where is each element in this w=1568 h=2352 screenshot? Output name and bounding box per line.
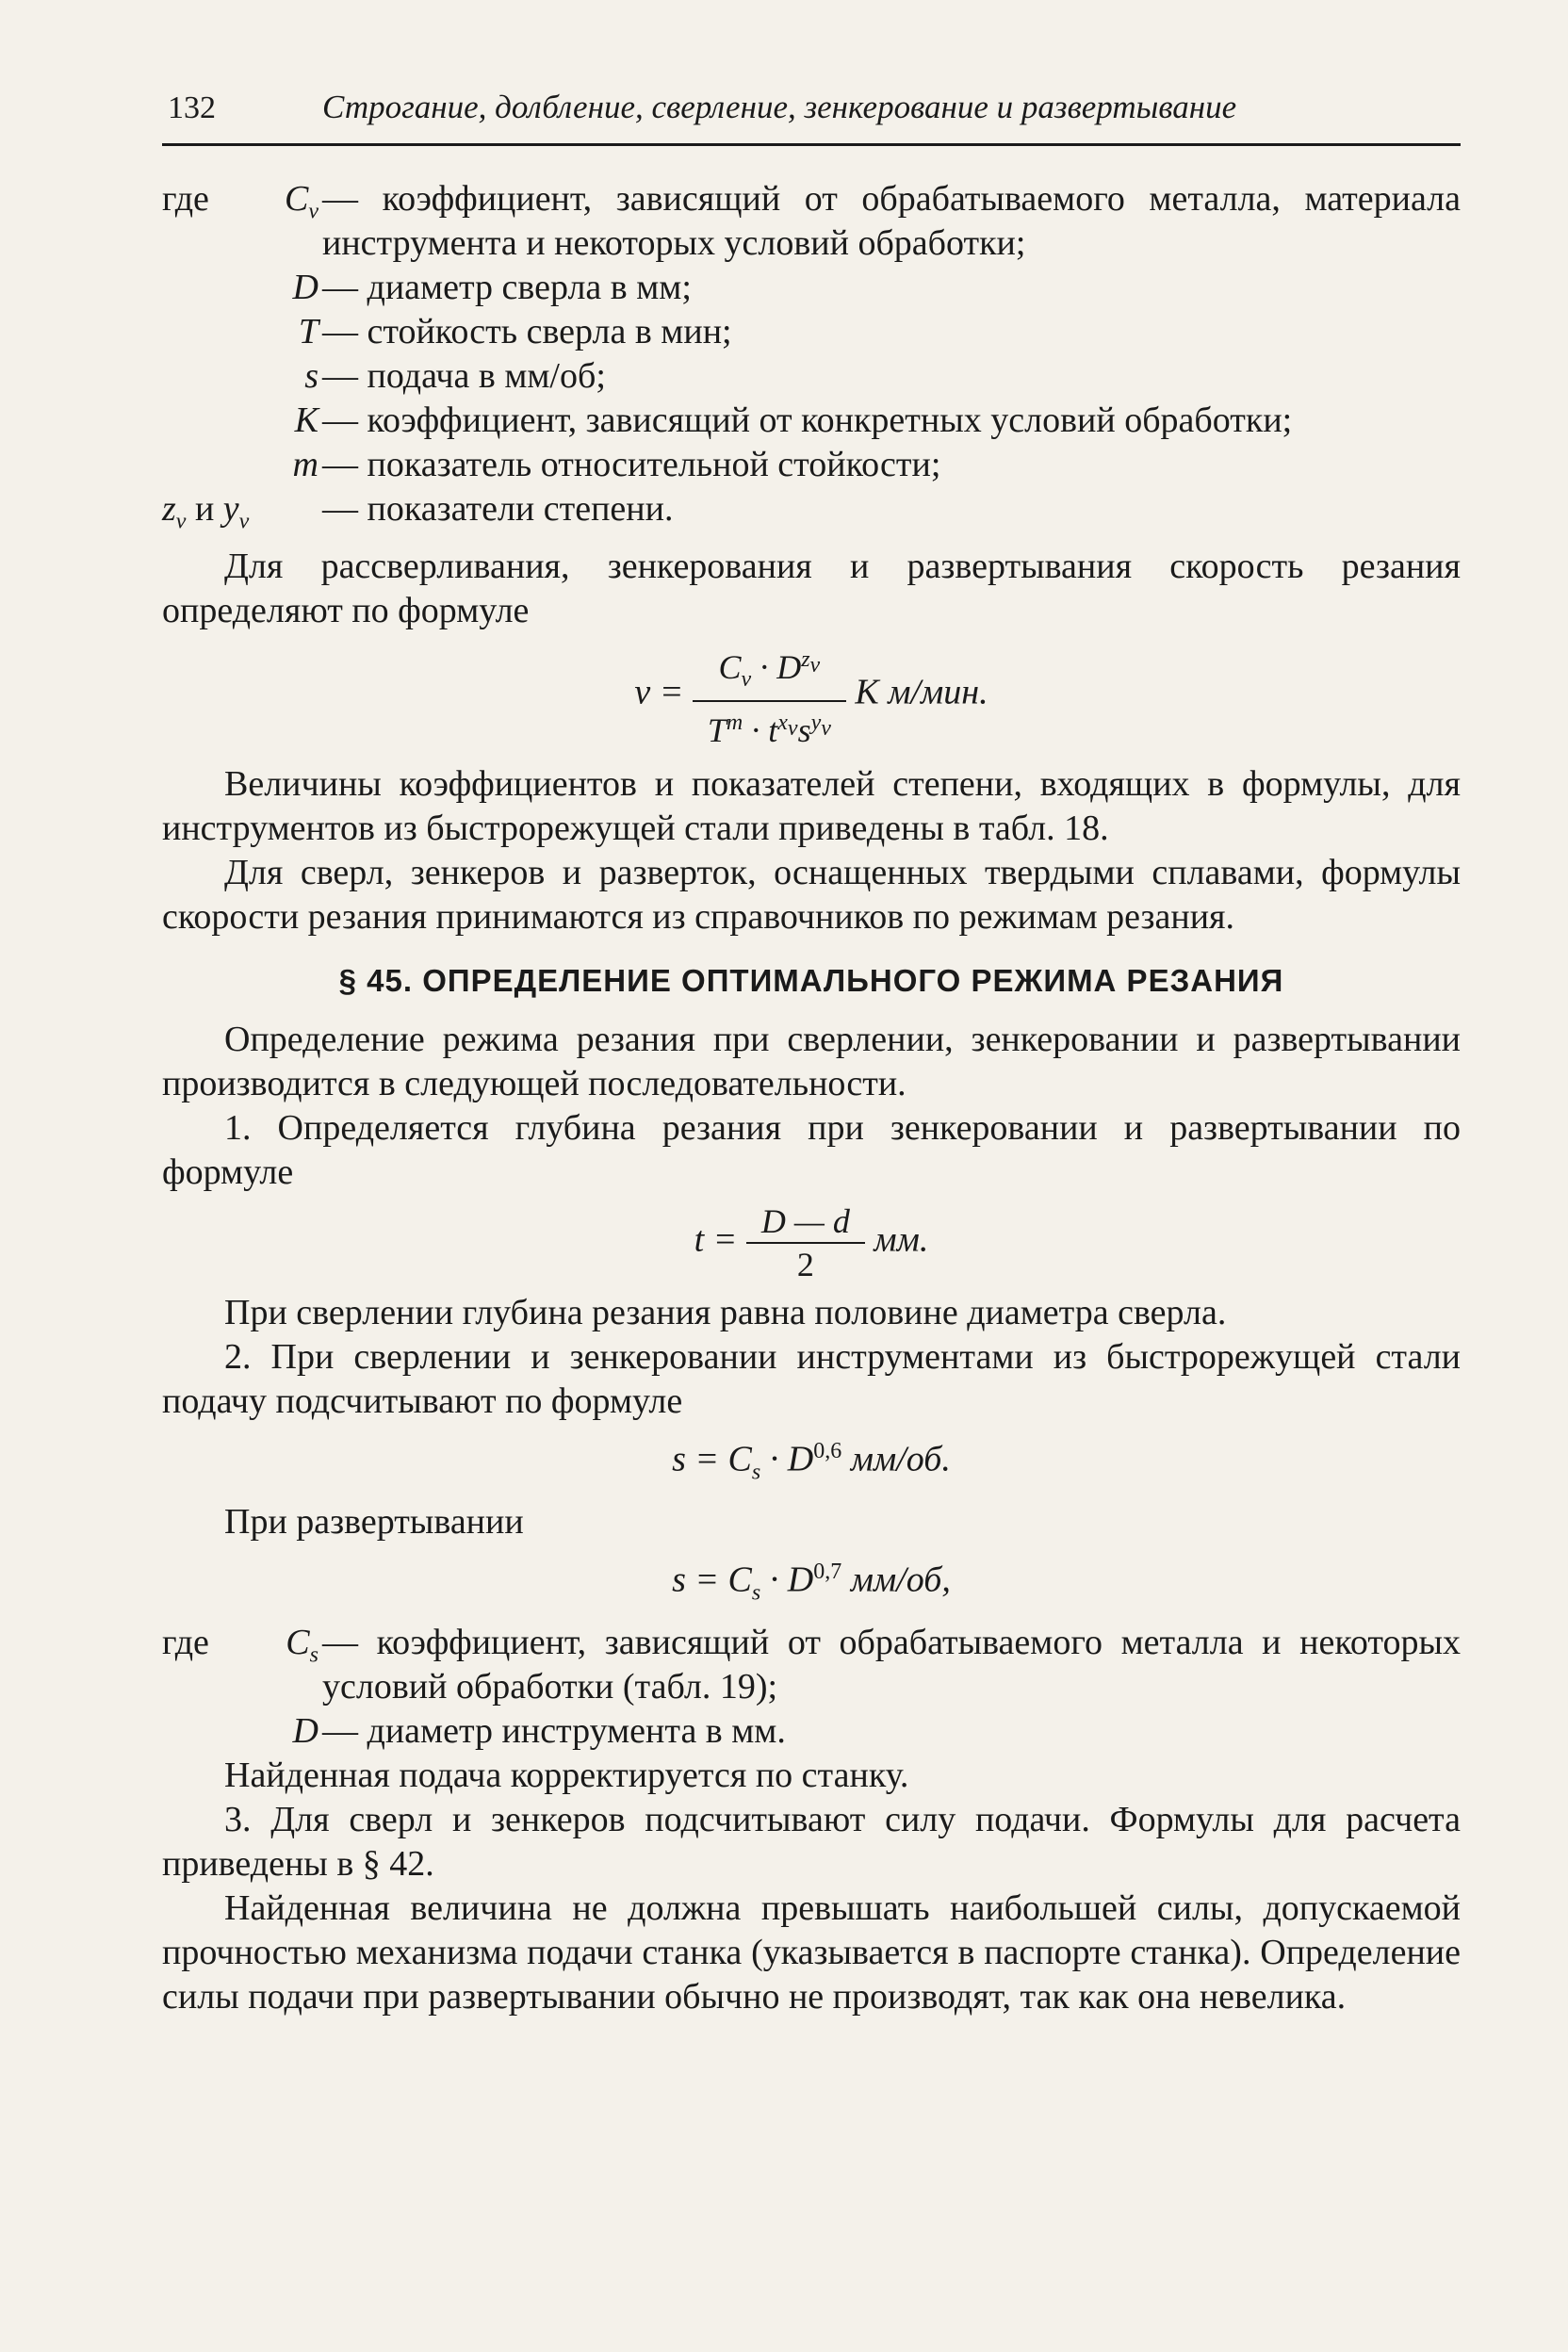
def-k <box>162 399 1461 443</box>
formula-velocity: v = $\frac{C_v \cdot D^{z_v}}{T^m \cdot t^{x_v}s^{y_v}}$ K м/мин. <box>162 639 1461 751</box>
page-number: 132 <box>168 90 216 125</box>
def-lead-where: где <box>162 179 209 219</box>
def-lead-where: где <box>162 1623 209 1663</box>
formula-feed-drilling: $s = C_s \cdot D^{0,6}$ мм/об. <box>672 1438 951 1485</box>
def-text: — показатель относительной стойкости; <box>322 445 941 484</box>
paragraph: 3. Для сверл и зенкеров подсчитывают силу подачи. Формулы для расчета приведены в § 42. <box>162 1800 1461 1885</box>
paragraph: Для рассверливания, зенкерования и развертывания скорость резания определяют по формуле <box>162 546 1461 630</box>
section-heading: § 45. ОПРЕДЕЛЕНИЕ ОПТИМАЛЬНОГО РЕЖИМА РЕЗАНИЯ <box>338 962 1284 998</box>
def-cv <box>162 177 1461 266</box>
def-symbol: D <box>292 1711 318 1752</box>
def-text: — коэффициент, зависящий от обрабатываемого металла, материала инструмента и некоторых условий обработки; <box>322 179 1461 263</box>
formula-depth: t = $\frac{D — d}{2}$ мм. <box>694 1201 929 1283</box>
running-title: Строгание, долбление, сверление, зенкерование и развертывание <box>322 89 1237 125</box>
def-d-tool <box>162 1709 1461 1754</box>
paragraph: Найденная подача корректируется по станку. <box>224 1756 909 1796</box>
def-symbol: s <box>304 356 318 396</box>
def-symbol: K <box>294 400 318 440</box>
def-zy <box>162 487 1461 545</box>
paragraph: Определение режима резания при сверлении, зенкеровании и развертывании производится в следующей последовательности. <box>162 1019 1461 1103</box>
def-symbol: $z_v$ и $y_v$ <box>162 489 250 534</box>
def-m <box>162 443 1461 487</box>
running-header <box>162 87 1461 146</box>
def-text: — диаметр сверла в мм; <box>322 268 692 307</box>
paragraph: Для сверл, зенкеров и разверток, оснащенных твердыми сплавами, формулы скорости резания принимаются из справочников по режимам резания. <box>162 852 1461 937</box>
def-text: — показатели степени. <box>322 489 674 529</box>
fraction: $\frac{C_v \cdot D^{z_v}}{T^m \cdot t^{x_v}s^{y_v}}$ <box>693 639 846 751</box>
paragraph: Величины коэффициентов и показателей степени, входящих в формулы, для инструментов из быстрорежущей стали приведены в табл. 18. <box>162 763 1461 848</box>
page-body <box>162 177 1461 2019</box>
def-text: — диаметр инструмента в мм. <box>322 1711 786 1752</box>
paragraph: 1. Определяется глубина резания при зенкеровании и развертывании по формуле <box>162 1107 1461 1192</box>
def-t <box>162 310 1461 354</box>
def-symbol: $C_v$ <box>284 179 318 224</box>
def-symbol: D <box>292 268 318 307</box>
def-text: — коэффициент, зависящий от конкретных условий обработки; <box>322 400 1293 440</box>
def-text: — стойкость сверла в мин; <box>322 312 732 351</box>
fraction: $\frac{D — d}{2}$ <box>746 1200 865 1285</box>
def-symbol: T <box>298 312 318 351</box>
def-text: — подача в мм/об; <box>322 356 606 396</box>
formula-feed-reaming: $s = C_s \cdot D^{0,7}$ мм/об, <box>672 1560 951 1606</box>
def-s <box>162 354 1461 399</box>
paragraph: При развертывании <box>224 1502 524 1543</box>
def-cs <box>162 1621 1461 1709</box>
paragraph: Найденная величина не должна превышать наибольшей силы, допускаемой прочностью механизма подачи станка (указывается в паспорте станка). Определение силы подачи при развертывании обычно не производят, так как она невелика. <box>162 1888 1461 2017</box>
def-text: — коэффициент, зависящий от обрабатываемого металла и некоторых условий обработки (табл. 19); <box>322 1623 1461 1707</box>
paragraph: При сверлении глубина резания равна половине диаметра сверла. <box>224 1292 1227 1332</box>
def-symbol: m <box>292 445 318 484</box>
def-symbol: $C_s$ <box>286 1623 318 1668</box>
def-d <box>162 266 1461 310</box>
paragraph: 2. При сверлении и зенкеровании инструментами из быстрорежущей стали подачу подсчитывают по формуле <box>162 1336 1461 1421</box>
